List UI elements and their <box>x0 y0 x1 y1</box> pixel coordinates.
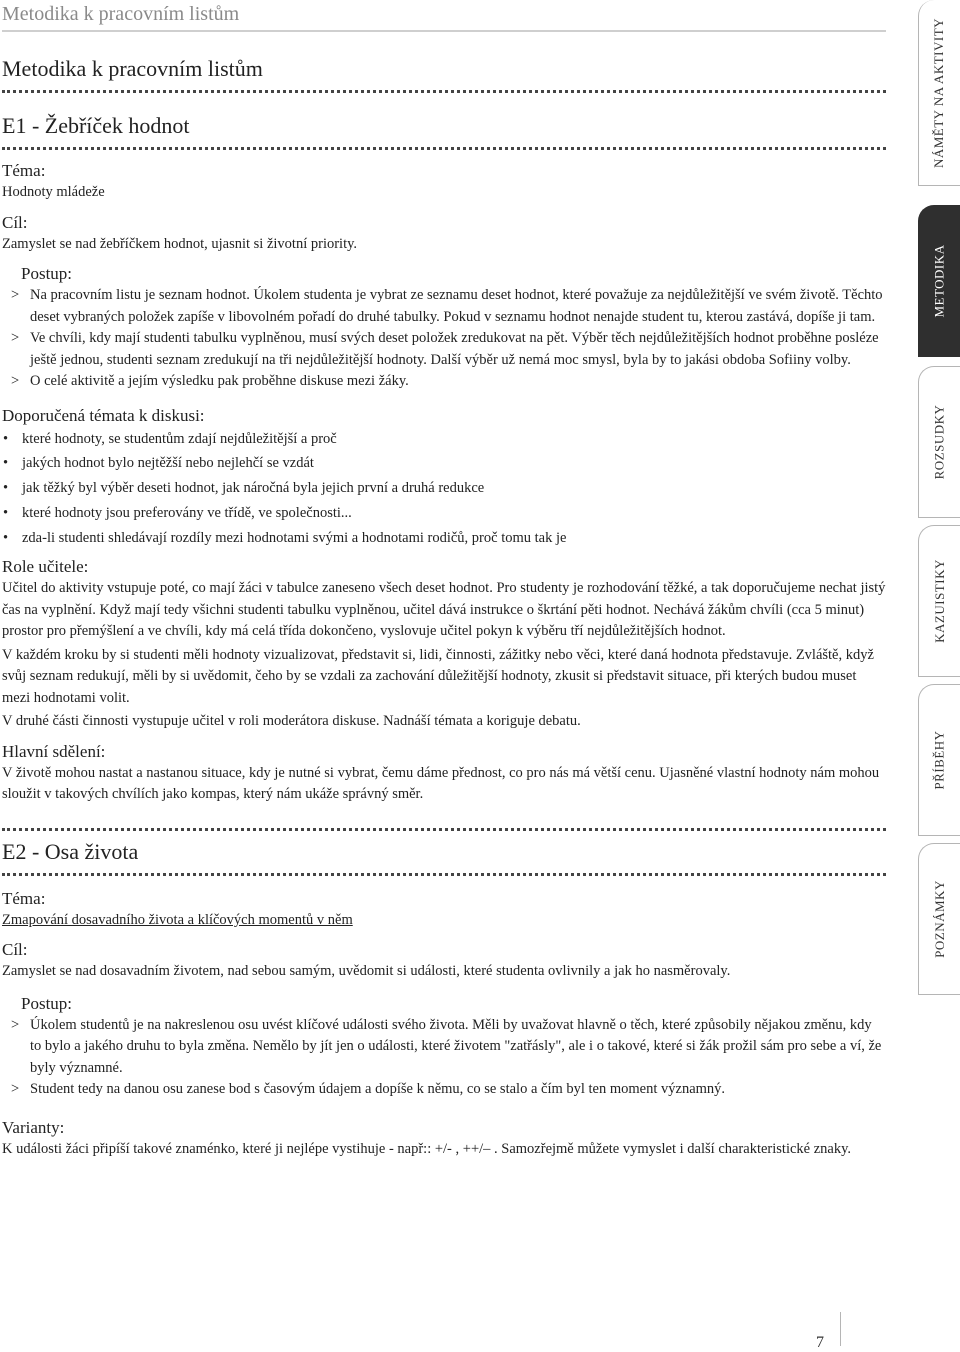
e2-postup-label: Postup: <box>21 993 73 1013</box>
e1-sdeleni-text: V životě mohou nastat a nastanou situace, kdy je nutné si vybrat, čemu dáme přednost, co pro nás má větší cenu. Ujasněné vlastní hodnoty nám mohou sloužit v takových chvílích jako kompas, který nám ukáže správný směr. <box>2 764 880 803</box>
main-content <box>2 54 886 1160</box>
list-item: > Student tedy na danou osu zanese bod s časovým údajem a dopíše k němu, co se stalo a čím byl ten moment významný. <box>2 1079 886 1101</box>
list-item: • které hodnoty jsou preferovány ve třídě, ve společnosti... <box>2 501 886 526</box>
tab-label: ROZSUDKY <box>931 404 947 480</box>
e1-cil-label: Cíl: <box>2 212 28 232</box>
list-item: > Na pracovním listu je seznam hodnot. Úkolem studenta je vybrat ze seznamu deset hodnot, které považuje za nejdůležitější ve svém životě. Těchto deset vybraných položek zapíše v libovolném pořadí do druhé tabulky. Pokud v seznamu hodnot nenajde student tu, kterou zastává, dopíše ji tam. <box>2 285 886 328</box>
tab-label: POZNÁMKY <box>931 880 947 958</box>
e1-role-label: Role učitele: <box>2 557 89 577</box>
tab-label: PŘÍBĚHY <box>931 730 947 790</box>
e1-cil-text: Zamyslet se nad žebříčkem hodnot, ujasnit si životní priority. <box>2 235 358 252</box>
e1-role-paragraph: Učitel do aktivity vstupuje poté, co mají žáci v tabulce zaneseno všech deset hodnot. Pro studenty je rozhodování těžké, a tak doporučujeme nechat jistý čas na vyplnění. Když mají tedy všichni studenti tabulku vyplněnou, učitel dává instrukce o škrtání pěti hodnot. Nechává žákům chvíli (cca 5 minut) prostor pro přemýšlení a ve chvíli, kdy má celá třída dokončeno, vyslovuje učitel pokyn k výběru tří nejdůležitějších hodnot. <box>2 580 886 640</box>
dotted-divider <box>2 147 886 150</box>
tab-label: KAZUISTIKY <box>931 559 947 643</box>
list-item: > Ve chvíli, kdy mají studenti tabulku vyplněnou, musí svých deset položek zredukovat na pět. Výběr těch nejdůležitějších hodnot proběhne posléze ještě jednou, studenti seznam zredukují na tři nejdůležitější hodnoty. Další výběr už nemá moc smysl, byla by to jakási obdoba Sofiiny volby. <box>2 328 886 371</box>
section-e2-heading: E2 - Osa života <box>2 838 139 864</box>
running-head: Metodika k pracovním listům <box>2 3 240 25</box>
tab-pribehy[interactable] <box>918 684 960 836</box>
sidebar-tabs <box>918 0 960 1000</box>
e2-cil-text: Zamyslet se nad dosavadním životem, nad sebou samým, uvědomit si události, které studenta ovlivnily a jak ho nasměrovaly. <box>2 963 731 980</box>
list-item: • zda-li studenti shledávají rozdíly mezi hodnotami svými a hodnotami rodičů, proč tomu tak je <box>2 526 886 551</box>
e2-cil-label: Cíl: <box>2 940 28 960</box>
e1-temata-label: Doporučená témata k diskusi: <box>2 405 205 425</box>
list-item: > O celé aktivitě a jejím výsledku pak proběhne diskuse mezi žáky. <box>2 371 886 393</box>
e1-tema-text: Hodnoty mládeže <box>2 184 105 200</box>
e2-tema-label: Téma: <box>2 888 46 908</box>
list-item: • které hodnoty, se studentům zdají nejdůležitější a proč <box>2 427 886 452</box>
dotted-divider <box>2 90 886 93</box>
list-item: • jakých hodnot bylo nejtěžší nebo nejlehčí se vzdát <box>2 451 886 476</box>
e1-postup-list <box>2 285 886 393</box>
e2-tema-text: Zmapování dosavadního života a klíčových momentů v něm <box>2 911 353 928</box>
dotted-divider <box>2 828 886 831</box>
footer-rule <box>840 1312 841 1346</box>
e1-role-paragraph: V druhé části činnosti vystupuje učitel v roli moderátora diskuse. Nadnáší témata a koriguje debatu. <box>2 713 581 730</box>
dotted-divider <box>2 873 886 876</box>
tab-kazuistiky[interactable] <box>918 525 960 677</box>
e2-varianty-label: Varianty: <box>2 1117 65 1137</box>
e1-sdeleni-label: Hlavní sdělení: <box>2 741 106 761</box>
list-item: > Úkolem studentů je na nakreslenou osu uvést klíčové události svého života. Měli by uvažovat hlavně o těch, které způsobily nějakou změnu, kdy to bylo a jakého druhu to byla změna. Nemělo by jít jen o události, které životem "zatřásly", ale i o takové, které si žák prožil sám pro sebe a ví, že byly významné. <box>2 1015 886 1080</box>
page-number: 7 <box>816 1334 824 1351</box>
tab-label: METODIKA <box>931 244 947 318</box>
list-item: • jak těžký byl výběr deseti hodnot, jak náročná byla jejich první a druhá redukce <box>2 476 886 501</box>
header-rule <box>2 30 886 32</box>
e2-postup-list <box>2 1015 886 1101</box>
tab-namety-na-aktivity[interactable] <box>918 0 960 186</box>
tab-label: NÁMĚTY NA AKTIVITY <box>931 17 947 168</box>
tab-rozsudky[interactable] <box>918 366 960 518</box>
e2-varianty-text: K události žáci připíší takové znaménko, které ji nejlépe vystihuje - např:: +/- , ++/– . Samozřejmě můžete vymyslet i další charakteristické znaky. <box>2 1140 852 1157</box>
tab-poznamky[interactable] <box>918 843 960 995</box>
section-e1-heading: E1 - Žebříček hodnot <box>2 113 190 138</box>
e1-role-paragraph: V každém kroku by si studenti měli hodnoty vizualizovat, představit si, lidi, činnosti, zážitky nebo věci, které daná hodnota představuje. Zvláště, když svůj seznam redukují, měli by si uvědomit, čeho by se vzdali za zachování důležitější hodnoty, zkusit si představit situace, při kterých budou muset mezi hodnotami volit. <box>2 646 874 706</box>
e1-temata-list <box>2 427 886 551</box>
e1-tema-label: Téma: <box>2 161 46 180</box>
page-title: Metodika k pracovním listům <box>2 56 263 81</box>
tab-metodika[interactable] <box>918 205 960 357</box>
e1-postup-label: Postup: <box>21 264 73 283</box>
